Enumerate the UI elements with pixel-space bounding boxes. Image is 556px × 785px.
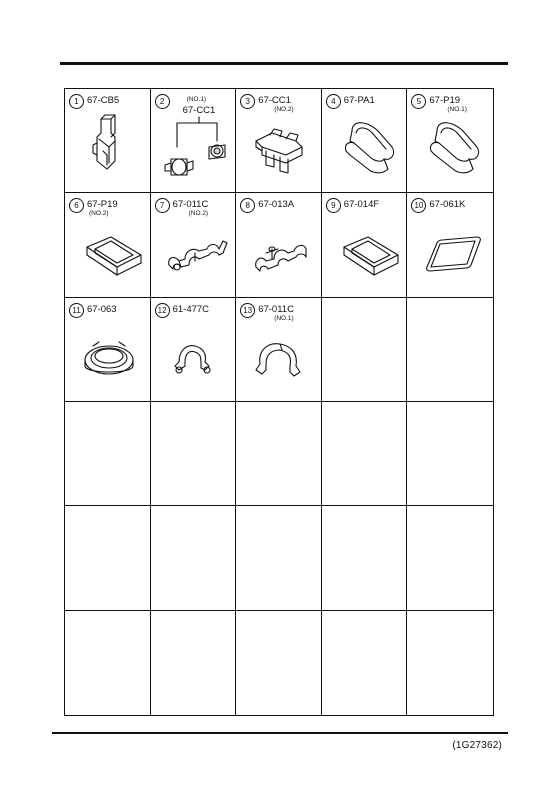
part-number-badge: 7 [155, 198, 170, 213]
part-code: 67-PA1 [343, 95, 375, 106]
part-number-badge: 11 [69, 303, 84, 318]
part-code: 67-CC1 [182, 105, 216, 116]
part-cell-8 [236, 193, 322, 297]
clip-icon-p19-no1 [407, 89, 493, 193]
clip-icon-cc1-no2 [236, 89, 322, 193]
part-cell-4 [322, 89, 408, 193]
part-code: 67-063 [87, 303, 117, 315]
clip-icon-pa1 [322, 89, 408, 193]
part-number-badge: 8 [240, 198, 255, 213]
part-cell-6 [65, 193, 151, 297]
empty-cell [322, 506, 408, 610]
part-code: 67-013A [258, 199, 295, 211]
part-cell-5 [407, 89, 493, 193]
empty-cell [65, 402, 151, 506]
parts-grid [64, 88, 494, 716]
part-cell-10 [407, 193, 493, 297]
empty-cell [65, 506, 151, 610]
empty-cell [322, 298, 408, 402]
part-number-badge: 12 [155, 303, 170, 318]
part-number-badge: 13 [240, 303, 255, 318]
part-number-badge: 2 [155, 94, 170, 109]
empty-cell [236, 506, 322, 610]
part-code: 67-061K [429, 199, 466, 211]
part-number-badge: 1 [69, 94, 84, 109]
empty-cell [236, 402, 322, 506]
empty-cell [407, 402, 493, 506]
empty-cell [236, 611, 322, 715]
reference-code: (1G27362) [452, 740, 502, 751]
part-cell-2 [151, 89, 237, 193]
clip-icon-011c-no1 [236, 298, 322, 402]
part-cell-9 [322, 193, 408, 297]
part-number-badge: 4 [326, 94, 341, 109]
grommet-icon-063 [65, 298, 151, 402]
empty-cell [322, 402, 408, 506]
clip-icon-011c-no2 [151, 193, 237, 297]
part-number-badge: 6 [69, 198, 84, 213]
part-cell-1 [65, 89, 151, 193]
pad-icon-061k [407, 193, 493, 297]
header-rule [60, 62, 508, 65]
part-code: 67-011C [258, 303, 294, 315]
part-code: 67-CC1 [258, 95, 291, 106]
empty-cell [407, 611, 493, 715]
part-code: 61-477C [172, 303, 210, 315]
part-note: (NO.1) [447, 106, 467, 113]
part-number-badge: 10 [411, 198, 426, 213]
clip-icon-013a [236, 193, 322, 297]
part-note: (NO.2) [89, 210, 109, 218]
empty-cell [151, 611, 237, 715]
part-code: 67-011C [172, 199, 209, 211]
part-code: 67-P19 [87, 199, 118, 211]
part-note: (NO.1) [274, 314, 294, 322]
part-number-badge: 3 [240, 94, 255, 109]
part-cell-12 [151, 298, 237, 402]
part-cell-11 [65, 298, 151, 402]
part-cell-13 [236, 298, 322, 402]
clip-icon-014f [322, 193, 408, 297]
empty-cell [407, 506, 493, 610]
clip-icon-cc1-no1 [151, 89, 237, 193]
part-cell-7 [151, 193, 237, 297]
empty-cell [322, 611, 408, 715]
clip-icon-p19-no2 [65, 193, 151, 297]
empty-cell [65, 611, 151, 715]
empty-cell [151, 402, 237, 506]
clip-icon-cb5 [65, 89, 151, 193]
part-code: 67-014F [343, 199, 380, 211]
part-cell-3 [236, 89, 322, 193]
empty-cell [151, 506, 237, 610]
empty-cell [407, 298, 493, 402]
part-note: (NO.1) [186, 96, 207, 103]
part-code: 67-P19 [429, 95, 461, 106]
part-note: (NO.2) [274, 106, 294, 113]
clip-icon-477c [151, 298, 237, 402]
part-number-badge: 5 [411, 94, 426, 109]
part-note: (NO.2) [188, 210, 209, 218]
footer-rule [52, 732, 508, 734]
part-number-badge: 9 [326, 198, 341, 213]
part-code: 67-CB5 [87, 95, 120, 106]
